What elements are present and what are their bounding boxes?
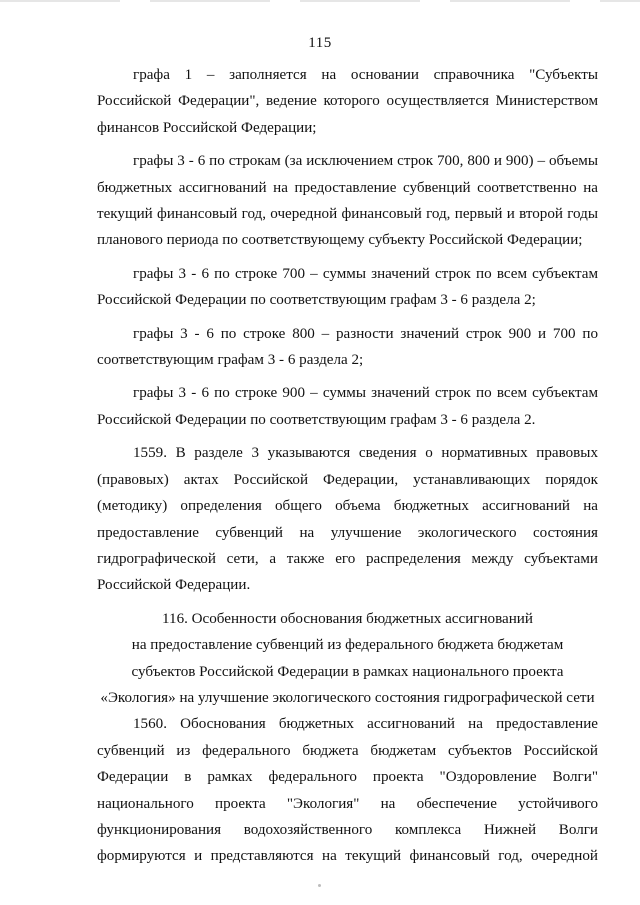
section-heading-line: «Экология» на улучшение экологического состояния гидрографической сети (100, 689, 595, 706)
page-number: 115 (308, 35, 332, 51)
section-heading-line: 116. Особенности обоснования бюджетных ассигнований (162, 610, 533, 627)
paragraph-1559: 1559. В разделе 3 указываются сведения о нормативных правовых (правовых) актах Российской Федерации, устанавливающих порядок (методику) определения общего объема бюджетных ассигнований на предоставление субвенций на улучшение экологического состояния гидрографической сети, а также его распределения между субъектами Российской Федерации. (97, 445, 598, 594)
document-body (97, 62, 598, 870)
section-heading-116 (97, 606, 598, 712)
paragraph-1560: 1560. Обоснования бюджетных ассигнований на предоставление субвенций из федерального бюджета бюджетам субъектов Российской Федерации в рамках федерального проекта "Оздоровление Волги" национального проекта "Экология" на обеспечение устойчивого функционирования водохозяйственного комплекса Нижней Волги формируются и представляются на текущий финансовый год, очередной (97, 716, 598, 865)
section-heading-line: субъектов Российской Федерации в рамках национального проекта (131, 663, 564, 680)
paragraph-grafa-1: графа 1 – заполняется на основании справочника "Субъекты Российской Федерации", ведение которого осуществляется Министерством финансов Российской Федерации; (97, 67, 598, 136)
paragraph-row-900: графы 3 - 6 по строке 900 – суммы значений строк по всем субъектам Российской Федерации по соответствующим графам 3 - 6 раздела 2. (97, 385, 598, 428)
paragraph-row-700: графы 3 - 6 по строке 700 – суммы значений строк по всем субъектам Российской Федерации по соответствующим графам 3 - 6 раздела 2; (97, 265, 598, 309)
scan-top-edge (0, 0, 640, 2)
paragraph-grafy-3-6-rows: графы 3 - 6 по строкам (за исключением строк 700, 800 и 900) – объемы бюджетных ассигнований на предоставление субвенций соответственно на текущий финансовый год, очередной финансовый год, первый и второй годы планового периода по соответствующему субъекту Российской Федерации; (97, 153, 598, 249)
scan-dot-mark (318, 884, 321, 887)
paragraph-row-800: графы 3 - 6 по строке 800 – разности значений строк 900 и 700 по соответствующим графам 3 - 6 раздела 2; (97, 325, 598, 369)
section-heading-line: на предоставление субвенций из федерального бюджета бюджетам (131, 637, 564, 654)
